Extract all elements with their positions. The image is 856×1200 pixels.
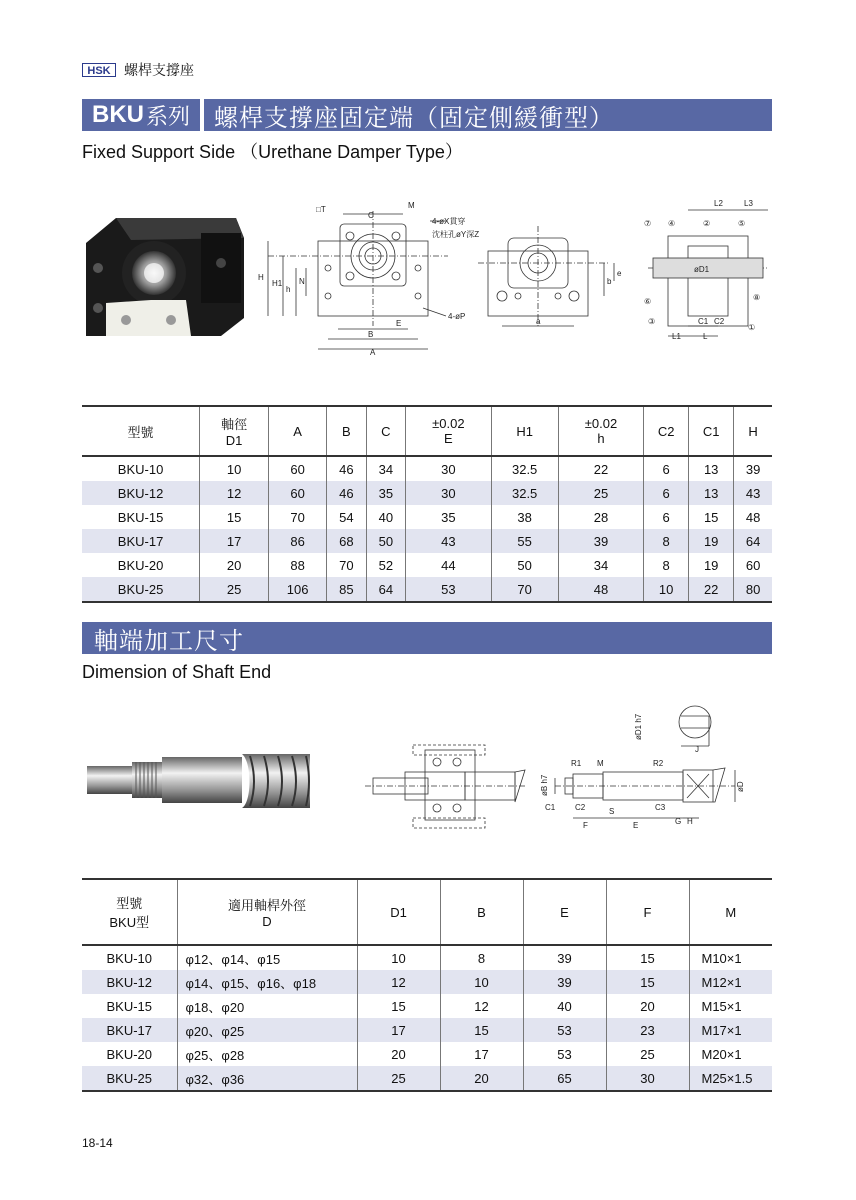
table-cell: φ25、φ28 — [177, 1042, 357, 1066]
table-cell: 38 — [491, 505, 558, 529]
svg-text:⑤: ⑤ — [738, 219, 746, 228]
table-cell: BKU-10 — [82, 456, 200, 481]
table-cell: 17 — [440, 1042, 523, 1066]
table-cell: 80 — [734, 577, 772, 602]
table-cell: 25 — [200, 577, 269, 602]
svg-text:C3: C3 — [655, 803, 666, 812]
table-cell: φ14、φ15、φ16、φ18 — [177, 970, 357, 994]
page-number: 18-14 — [82, 1136, 113, 1150]
svg-text:H: H — [258, 273, 264, 282]
table-cell: 50 — [491, 553, 558, 577]
svg-text:C2: C2 — [575, 803, 586, 812]
table-row — [82, 945, 772, 970]
table-cell: BKU-12 — [82, 970, 177, 994]
table-cell: 13 — [689, 456, 734, 481]
series-suffix: 系列 — [146, 103, 191, 129]
table-row — [82, 1018, 772, 1042]
table-cell: 48 — [745, 509, 761, 525]
svg-text:L: L — [703, 332, 708, 341]
table-row — [82, 505, 772, 529]
series-block — [82, 99, 200, 131]
table-cell: 40 — [523, 994, 606, 1018]
svg-text:⑥: ⑥ — [644, 297, 652, 306]
table-cell: 10 — [357, 945, 440, 970]
table-cell: M10×1 — [701, 950, 742, 966]
table-cell: BKU-20 — [82, 553, 200, 577]
table-cell: BKU-17 — [82, 1018, 177, 1042]
svg-text:E: E — [396, 319, 402, 328]
svg-text:A: A — [370, 348, 376, 357]
table-cell: 15 — [440, 1018, 523, 1042]
col-c2: C2 — [644, 406, 689, 456]
svg-text:L2: L2 — [714, 199, 723, 208]
section2-subtitle: Dimension of Shaft End — [82, 662, 272, 682]
table-cell: BKU-17 — [82, 529, 200, 553]
svg-text:□T: □T — [316, 205, 326, 214]
table-cell: 25 — [606, 1042, 689, 1066]
table-cell: 43 — [734, 481, 772, 505]
svg-text:F: F — [583, 821, 588, 830]
table-cell: 10 — [644, 577, 689, 602]
svg-text:J: J — [695, 745, 699, 754]
table-cell: BKU-15 — [82, 994, 177, 1018]
table2-header-row — [82, 879, 772, 945]
table-row — [82, 529, 772, 553]
table-header-row — [82, 406, 772, 456]
table-row — [82, 1042, 772, 1066]
table-cell: 13 — [689, 481, 734, 505]
svg-text:沈柱孔øY深Z: 沈柱孔øY深Z — [432, 230, 480, 239]
table-cell: φ12、φ14、φ15 — [177, 945, 357, 970]
col2-model: 型號 BKU型 — [82, 879, 177, 945]
table-cell: 85 — [327, 577, 367, 602]
table-cell: 25 — [357, 1066, 440, 1091]
support-drawing — [248, 196, 778, 366]
svg-text:⑧: ⑧ — [753, 293, 761, 302]
table-cell: BKU-25 — [82, 1066, 177, 1091]
table-cell: 25 — [558, 481, 643, 505]
table-row — [82, 577, 772, 602]
col-c: C — [366, 406, 406, 456]
table-cell: 8 — [440, 945, 523, 970]
col-b: B — [327, 406, 367, 456]
table-cell: 86 — [269, 529, 327, 553]
section2-title-bar — [82, 622, 772, 654]
svg-text:L1: L1 — [672, 332, 681, 341]
section1-subtitle: Fixed Support Side （Urethane Damper Type） — [82, 142, 463, 162]
col-h: ±0.02 h — [558, 406, 643, 456]
svg-text:øB h7: øB h7 — [540, 774, 549, 796]
svg-text:H1: H1 — [272, 279, 283, 288]
table-cell: 23 — [606, 1018, 689, 1042]
svg-text:4-øX貫穿: 4-øX貫穿 — [432, 217, 466, 226]
col-a: A — [269, 406, 327, 456]
table-cell: M17×1 — [689, 1018, 772, 1042]
table-cell: 6 — [644, 505, 689, 529]
svg-text:HSK: HSK — [87, 65, 111, 77]
section2-title: 軸端加工尺寸 — [94, 627, 244, 655]
table-cell: 39 — [558, 529, 643, 553]
table-cell: 15 — [606, 970, 689, 994]
svg-text:C: C — [368, 211, 374, 220]
table-cell: 6 — [644, 481, 689, 505]
section1-title: 螺桿支撐座固定端（固定側緩衝型） — [214, 104, 615, 132]
table-row — [82, 1066, 772, 1091]
table-cell: M20×1 — [701, 1046, 742, 1062]
svg-text:a: a — [536, 317, 541, 326]
table-cell: 12 — [440, 994, 523, 1018]
table-cell: 35 — [366, 481, 406, 505]
table-cell: φ20、φ25 — [177, 1018, 357, 1042]
table-cell: 10 — [440, 970, 523, 994]
svg-text:L3: L3 — [744, 199, 753, 208]
table-cell: 53 — [523, 1042, 606, 1066]
table-cell: φ18、φ20 — [177, 994, 357, 1018]
col-d1: 軸徑 D1 — [200, 406, 269, 456]
table-cell: 88 — [269, 553, 327, 577]
svg-text:B: B — [368, 330, 374, 339]
col2-b: B — [440, 879, 523, 945]
table-cell: BKU-25 — [82, 577, 200, 602]
header-title: 螺桿支撐座 — [124, 62, 194, 78]
table-cell: 60 — [269, 456, 327, 481]
table-cell: 20 — [606, 994, 689, 1018]
table-row — [82, 456, 772, 481]
svg-text:M: M — [408, 201, 415, 210]
product-photo — [76, 208, 246, 338]
shaft-end-drawing — [365, 700, 770, 850]
table-cell: BKU-20 — [82, 1042, 177, 1066]
table-cell: 60 — [745, 557, 761, 573]
table-cell: 54 — [327, 505, 367, 529]
svg-text:M: M — [597, 759, 604, 768]
table-row — [82, 481, 772, 505]
col2-m: M — [689, 879, 772, 945]
table-cell: 39 — [523, 945, 606, 970]
table-cell: 17 — [200, 529, 269, 553]
table-cell: 43 — [406, 529, 491, 553]
col2-f: F — [606, 879, 689, 945]
table-cell: 46 — [327, 481, 367, 505]
svg-text:øD: øD — [736, 781, 745, 792]
section1-title-bar — [82, 99, 772, 131]
table-cell: 8 — [644, 553, 689, 577]
svg-text:②: ② — [703, 219, 711, 228]
table-cell: 65 — [523, 1066, 606, 1091]
table-cell: M25×1.5 — [689, 1066, 772, 1091]
svg-text:b: b — [607, 277, 612, 286]
table-cell: 15 — [200, 505, 269, 529]
table-cell: 8 — [644, 529, 689, 553]
table-cell: 70 — [491, 577, 558, 602]
col-e: ±0.02 E — [406, 406, 491, 456]
table-cell: 17 — [357, 1018, 440, 1042]
svg-text:③: ③ — [648, 317, 656, 326]
table-cell: 70 — [269, 505, 327, 529]
table-cell: BKU-10 — [82, 945, 177, 970]
svg-text:e: e — [617, 269, 622, 278]
col-hh: H — [734, 406, 772, 456]
table-cell: M15×1 — [701, 998, 742, 1014]
table-cell: BKU-12 — [82, 481, 200, 505]
table-cell: 53 — [406, 577, 491, 602]
col2-e: E — [523, 879, 606, 945]
table-cell: 44 — [406, 553, 491, 577]
svg-text:h: h — [286, 285, 291, 294]
svg-text:øD1: øD1 — [694, 265, 710, 274]
svg-text:4-øP: 4-øP — [448, 312, 466, 321]
table-cell: M12×1 — [689, 970, 772, 994]
table-cell: BKU-15 — [82, 505, 200, 529]
svg-text:S: S — [609, 807, 615, 816]
table-cell: 39 — [523, 970, 606, 994]
col2-d1: D1 — [357, 879, 440, 945]
table-cell: 64 — [734, 529, 772, 553]
shaft-end-table — [82, 878, 772, 1092]
table-cell: 30 — [606, 1066, 689, 1091]
table-cell: 20 — [357, 1042, 440, 1066]
table-cell: 22 — [689, 577, 734, 602]
table-cell: 50 — [366, 529, 406, 553]
table-cell: 28 — [558, 505, 643, 529]
table-cell: 70 — [327, 553, 367, 577]
table-cell: 34 — [558, 553, 643, 577]
svg-text:øD1 h7: øD1 h7 — [634, 713, 643, 740]
table-cell: 39 — [745, 461, 761, 477]
table-cell: 6 — [644, 456, 689, 481]
hsk-logo-icon — [82, 62, 116, 78]
table-cell: 30 — [406, 456, 491, 481]
svg-text:④: ④ — [668, 219, 676, 228]
table-row — [82, 994, 772, 1018]
support-spec-table — [82, 405, 772, 603]
col-h1: H1 — [491, 406, 558, 456]
svg-text:C2: C2 — [714, 317, 725, 326]
table-cell: 32.5 — [491, 456, 558, 481]
svg-text:H: H — [687, 817, 693, 826]
table-cell: 32.5 — [491, 481, 558, 505]
table-cell: 55 — [491, 529, 558, 553]
col-model: 型號 — [82, 406, 200, 456]
table-cell: 46 — [327, 456, 367, 481]
table-cell: 12 — [357, 970, 440, 994]
table-cell: 19 — [689, 529, 734, 553]
table-cell: 35 — [406, 505, 491, 529]
table-cell: 52 — [366, 553, 406, 577]
table-cell: 60 — [269, 481, 327, 505]
table-cell: 22 — [558, 456, 643, 481]
table-cell: 20 — [440, 1066, 523, 1091]
table-cell: 15 — [689, 505, 734, 529]
table-cell: φ32、φ36 — [177, 1066, 357, 1091]
svg-text:C1: C1 — [698, 317, 709, 326]
table-cell: 106 — [269, 577, 327, 602]
table-row — [82, 970, 772, 994]
table-cell: 20 — [200, 553, 269, 577]
table-cell: 40 — [366, 505, 406, 529]
table-cell: 53 — [523, 1018, 606, 1042]
table-cell: 15 — [606, 945, 689, 970]
table-cell: 64 — [366, 577, 406, 602]
svg-text:G: G — [675, 817, 682, 826]
table-cell: 34 — [366, 456, 406, 481]
table-cell: 15 — [357, 994, 440, 1018]
svg-text:R2: R2 — [653, 759, 664, 768]
svg-text:R1: R1 — [571, 759, 582, 768]
col2-shaft-od: 適用軸桿外徑 D — [177, 879, 357, 945]
svg-text:⑦: ⑦ — [644, 219, 652, 228]
svg-text:N: N — [299, 277, 305, 286]
brand-header — [82, 60, 194, 80]
col-c1: C1 — [689, 406, 734, 456]
table-cell: 30 — [406, 481, 491, 505]
table-row — [82, 553, 772, 577]
svg-text:C1: C1 — [545, 803, 556, 812]
svg-text:①: ① — [748, 323, 756, 332]
series-code: BKU — [92, 101, 144, 128]
svg-text:E: E — [633, 821, 639, 830]
table-cell: 19 — [689, 553, 734, 577]
shaft-photo — [82, 752, 312, 810]
table-cell: 68 — [327, 529, 367, 553]
table-cell: 10 — [200, 456, 269, 481]
table-cell: 48 — [558, 577, 643, 602]
table-cell: 12 — [200, 481, 269, 505]
